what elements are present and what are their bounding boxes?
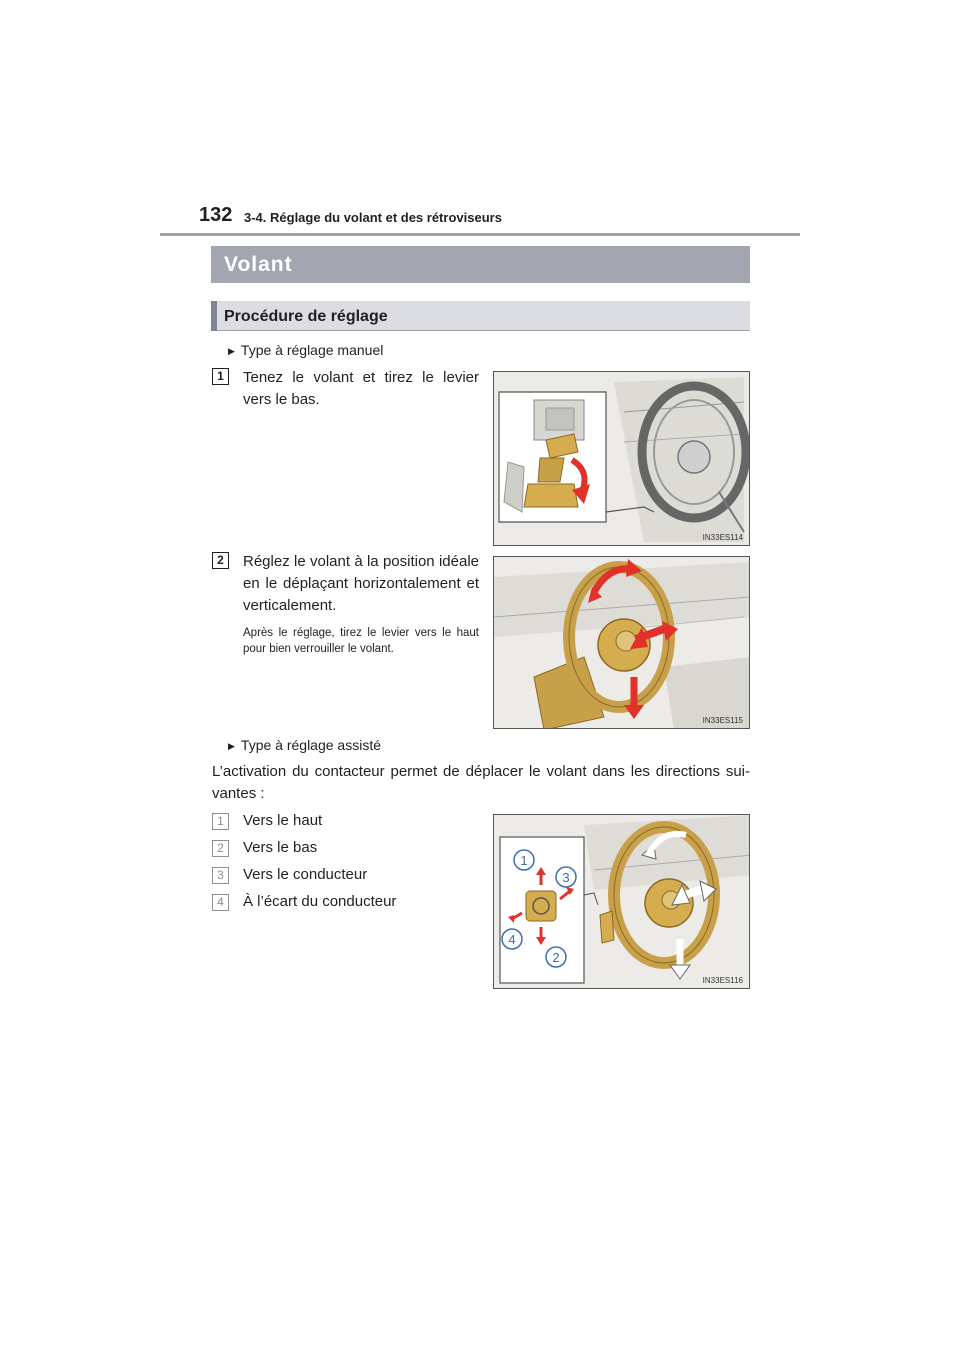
power-type-bullet: [228, 737, 381, 753]
figure-wheel-adjust: [493, 556, 750, 729]
step-2-text: Réglez le volant à la position idéale en le déplaçant horizontalement et verticalement.: [243, 553, 479, 614]
chapter-title: 3-4. Réglage du volant et des rétroviseurs: [244, 210, 502, 225]
callout-1: 1: [520, 853, 528, 868]
manual-type-label: Type à réglage manuel: [240, 342, 384, 358]
figure-lever-illustration: [494, 372, 750, 546]
step-1-text: Tenez le volant et tirez le levier vers le bas.: [243, 369, 479, 408]
figure-power-illustration: [494, 815, 750, 989]
figure-wheel-illustration: [494, 557, 750, 729]
item-badge-4: 4: [212, 894, 229, 911]
item-badge-2: 2: [212, 840, 229, 857]
figure-power-switch: [493, 814, 750, 989]
triangle-bullet-icon: ▶: [228, 346, 235, 356]
item-1-text: Vers le haut: [243, 812, 323, 829]
item-3-text: Vers le conducteur: [243, 866, 368, 883]
section-title: Volant: [224, 253, 293, 276]
item-4-text: À l’écart du conducteur: [243, 893, 397, 910]
manual-type-bullet: [228, 342, 383, 358]
power-type-label: Type à réglage assisté: [240, 737, 382, 753]
step-2-note: Après le réglage, tirez le levier vers le haut pour bien verrouiller le volant.: [243, 627, 479, 655]
item-2-text: Vers le bas: [243, 839, 318, 856]
subsection-accent: [211, 301, 217, 331]
figure-code: IN33ES115: [702, 716, 743, 725]
callout-3: 3: [562, 870, 570, 885]
callout-4: 4: [508, 932, 516, 947]
power-intro: L’activation du contacteur permet de déplacer le volant dans les directions sui-vantes :: [212, 763, 750, 802]
header-rule: [160, 233, 800, 236]
item-badge-3: 3: [212, 867, 229, 884]
page-number: 132: [199, 204, 233, 226]
item-badge-1: 1: [212, 813, 229, 830]
figure-code: IN33ES116: [702, 976, 743, 985]
callout-2: 2: [552, 950, 560, 965]
figure-lever: [493, 371, 750, 546]
subsection-title: Procédure de réglage: [224, 308, 388, 325]
step-badge-2: 2: [212, 552, 229, 569]
step-badge-1: 1: [212, 368, 229, 385]
triangle-bullet-icon: ▶: [228, 741, 235, 751]
figure-code: IN33ES114: [702, 533, 743, 542]
